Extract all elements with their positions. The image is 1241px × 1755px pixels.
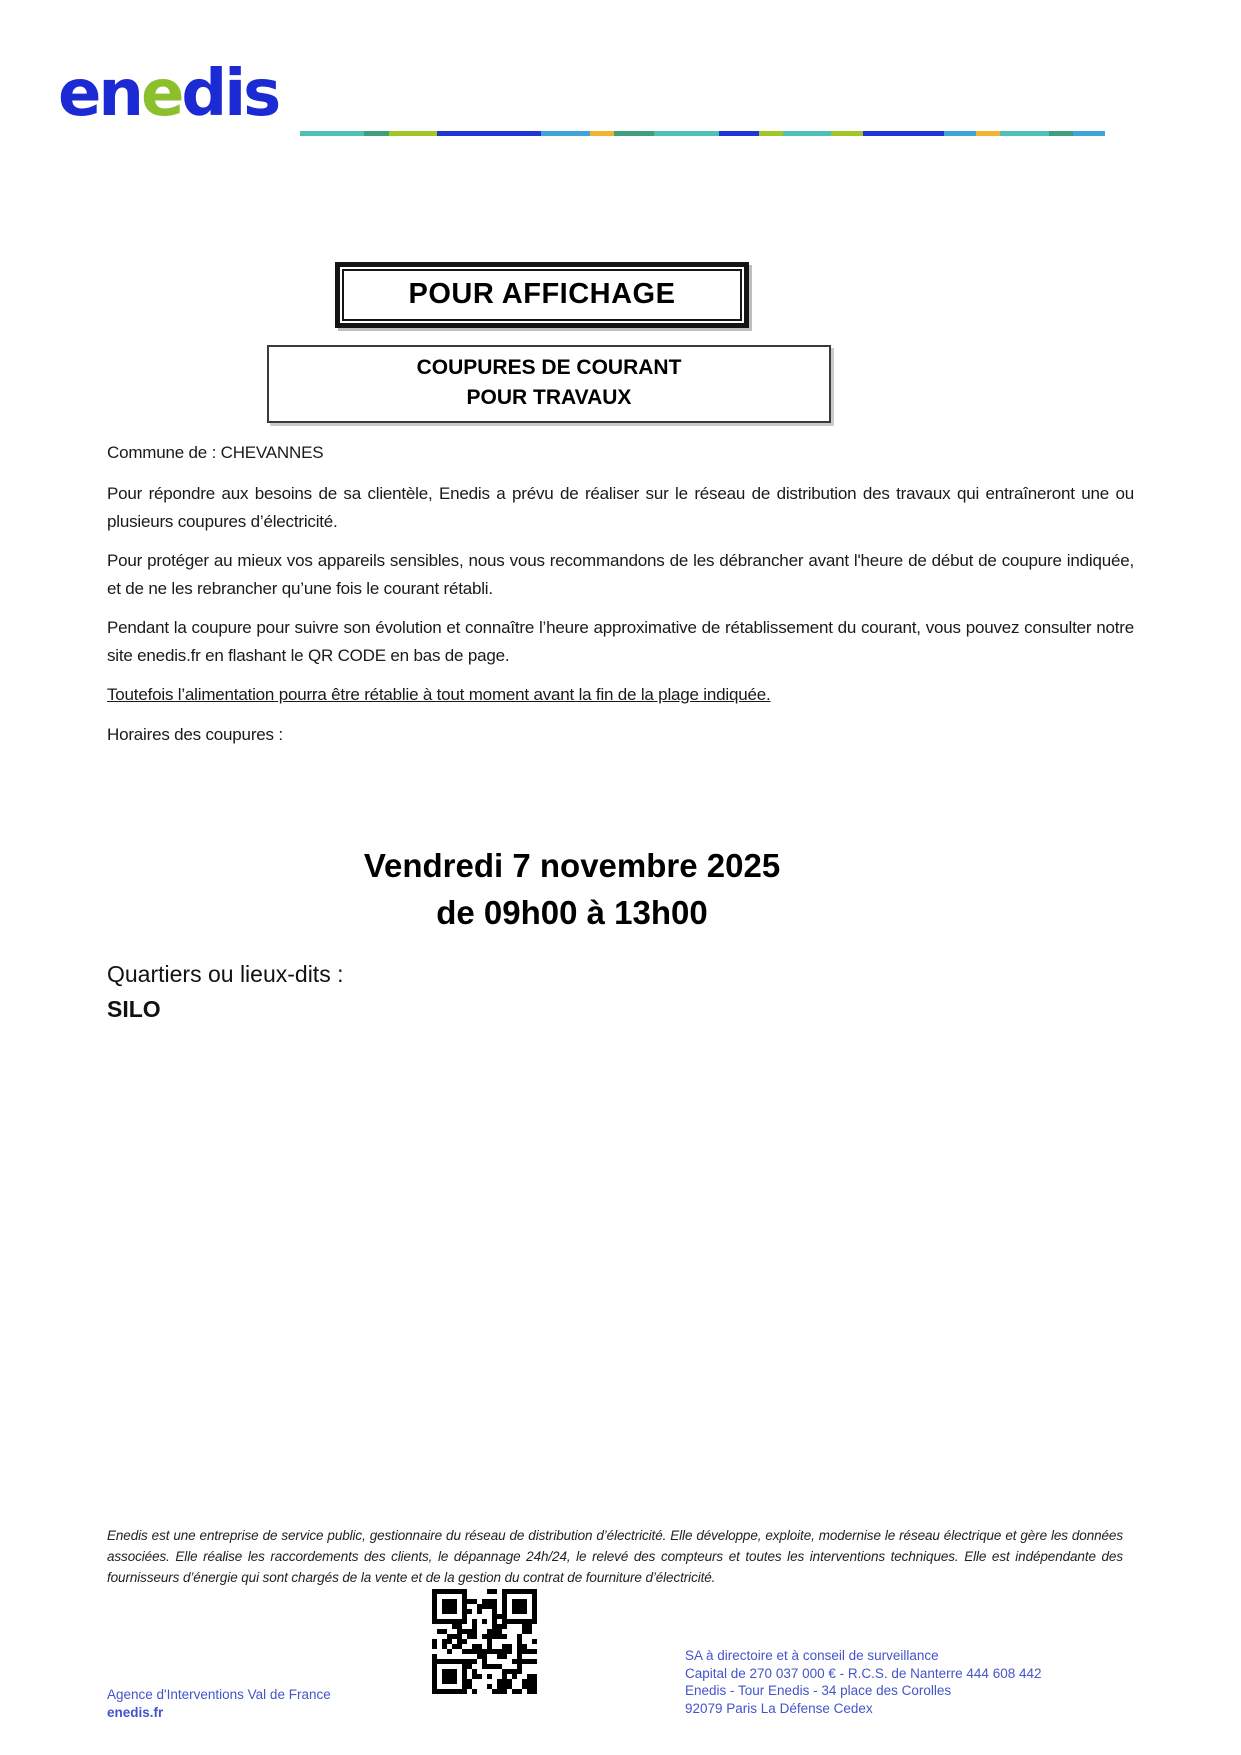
outage-schedule-heading — [107, 842, 1037, 936]
underlined-notice: Toutefois l’alimentation pourra être rétablie à tout moment avant la fin de la plage indiquée. — [107, 685, 771, 704]
enedis-logo — [58, 57, 279, 131]
notice-title-line2: POUR TRAVAUX — [466, 386, 632, 409]
notice-title-line1: COUPURES DE COURANT — [416, 356, 682, 379]
separator-segment — [719, 131, 759, 136]
separator-segment — [759, 131, 783, 136]
separator-segment — [944, 131, 976, 136]
display-banner-label: POUR AFFICHAGE — [342, 269, 742, 321]
paragraph-protect-devices: Pour protéger au mieux vos appareils sensibles, nous vous recommandons de les débrancher avant l'heure de début de coupure indiquée, et de ne les rebrancher qu’une fois le courant rétabli. — [107, 551, 1134, 598]
districts-section — [107, 957, 343, 1027]
separator-segment — [654, 131, 718, 136]
logo-text-end: dis — [181, 57, 279, 131]
separator-segment — [783, 131, 831, 136]
company-legal-form: SA à directoire et à conseil de surveillance — [685, 1648, 939, 1663]
separator-segment — [1000, 131, 1048, 136]
districts-label: Quartiers ou lieux-dits : — [107, 961, 344, 987]
website-label: enedis.fr — [107, 1705, 164, 1720]
separator-segment — [614, 131, 654, 136]
separator-segment — [300, 131, 364, 136]
outage-time: de 09h00 à 13h00 — [436, 894, 708, 931]
logo-text-start: en — [58, 57, 141, 131]
notice-title-box — [267, 345, 831, 423]
separator-segment — [389, 131, 437, 136]
commune-line: Commune de : CHEVANNES — [107, 443, 324, 462]
legal-paragraph: Enedis est une entreprise de service public, gestionnaire du réseau de distribution d’électricité. Elle développe, exploite, modernise le réseau électrique et gère les données associées. Elle réalise les raccordements des clients, le dépannage 24h/24, le relevé des compteurs et toutes les interventions techniques. Elle est indépendante des fournisseurs d’énergie qui sont chargés de la vente et de la gestion du contrat de fourniture d’électricité. — [107, 1527, 1123, 1585]
outage-date: Vendredi 7 novembre 2025 — [363, 847, 781, 884]
separator-segment — [976, 131, 1000, 136]
agency-block — [107, 1686, 331, 1722]
body-content — [107, 441, 1134, 749]
districts-value: SILO — [107, 996, 161, 1022]
logo-accent-letter: e — [140, 57, 182, 131]
header — [58, 57, 279, 131]
company-address: Enedis - Tour Enedis - 34 place des Corolles — [685, 1683, 952, 1698]
company-city: 92079 Paris La Défense Cedex — [685, 1700, 873, 1716]
separator-segment — [863, 131, 944, 136]
separator-segment — [1049, 131, 1073, 136]
company-capital: Capital de 270 037 000 € - R.C.S. de Nanterre 444 608 442 — [685, 1665, 1042, 1681]
separator-segment — [437, 131, 542, 136]
company-address-block — [685, 1647, 1042, 1717]
separator-segment — [364, 131, 388, 136]
display-banner-box — [335, 262, 749, 328]
separator-segment — [1073, 131, 1105, 136]
separator-segment — [541, 131, 589, 136]
schedule-label: Horaires des coupures : — [107, 725, 283, 744]
qr-code — [432, 1589, 537, 1694]
paragraph-works-notice: Pour répondre aux besoins de sa clientèle, Enedis a prévu de réaliser sur le réseau de distribution des travaux qui entraîneront une ou plusieurs coupures d’électricité. — [107, 484, 1134, 531]
separator-segment — [590, 131, 614, 136]
agency-name: Agence d'Interventions Val de France — [107, 1687, 331, 1702]
brand-separator-line — [300, 131, 1105, 136]
separator-segment — [831, 131, 863, 136]
paragraph-qr-info: Pendant la coupure pour suivre son évolution et connaître l’heure approximative de rétablissement du courant, vous pouvez consulter notre site enedis.fr en flashant le QR CODE en bas de page. — [107, 618, 1134, 665]
